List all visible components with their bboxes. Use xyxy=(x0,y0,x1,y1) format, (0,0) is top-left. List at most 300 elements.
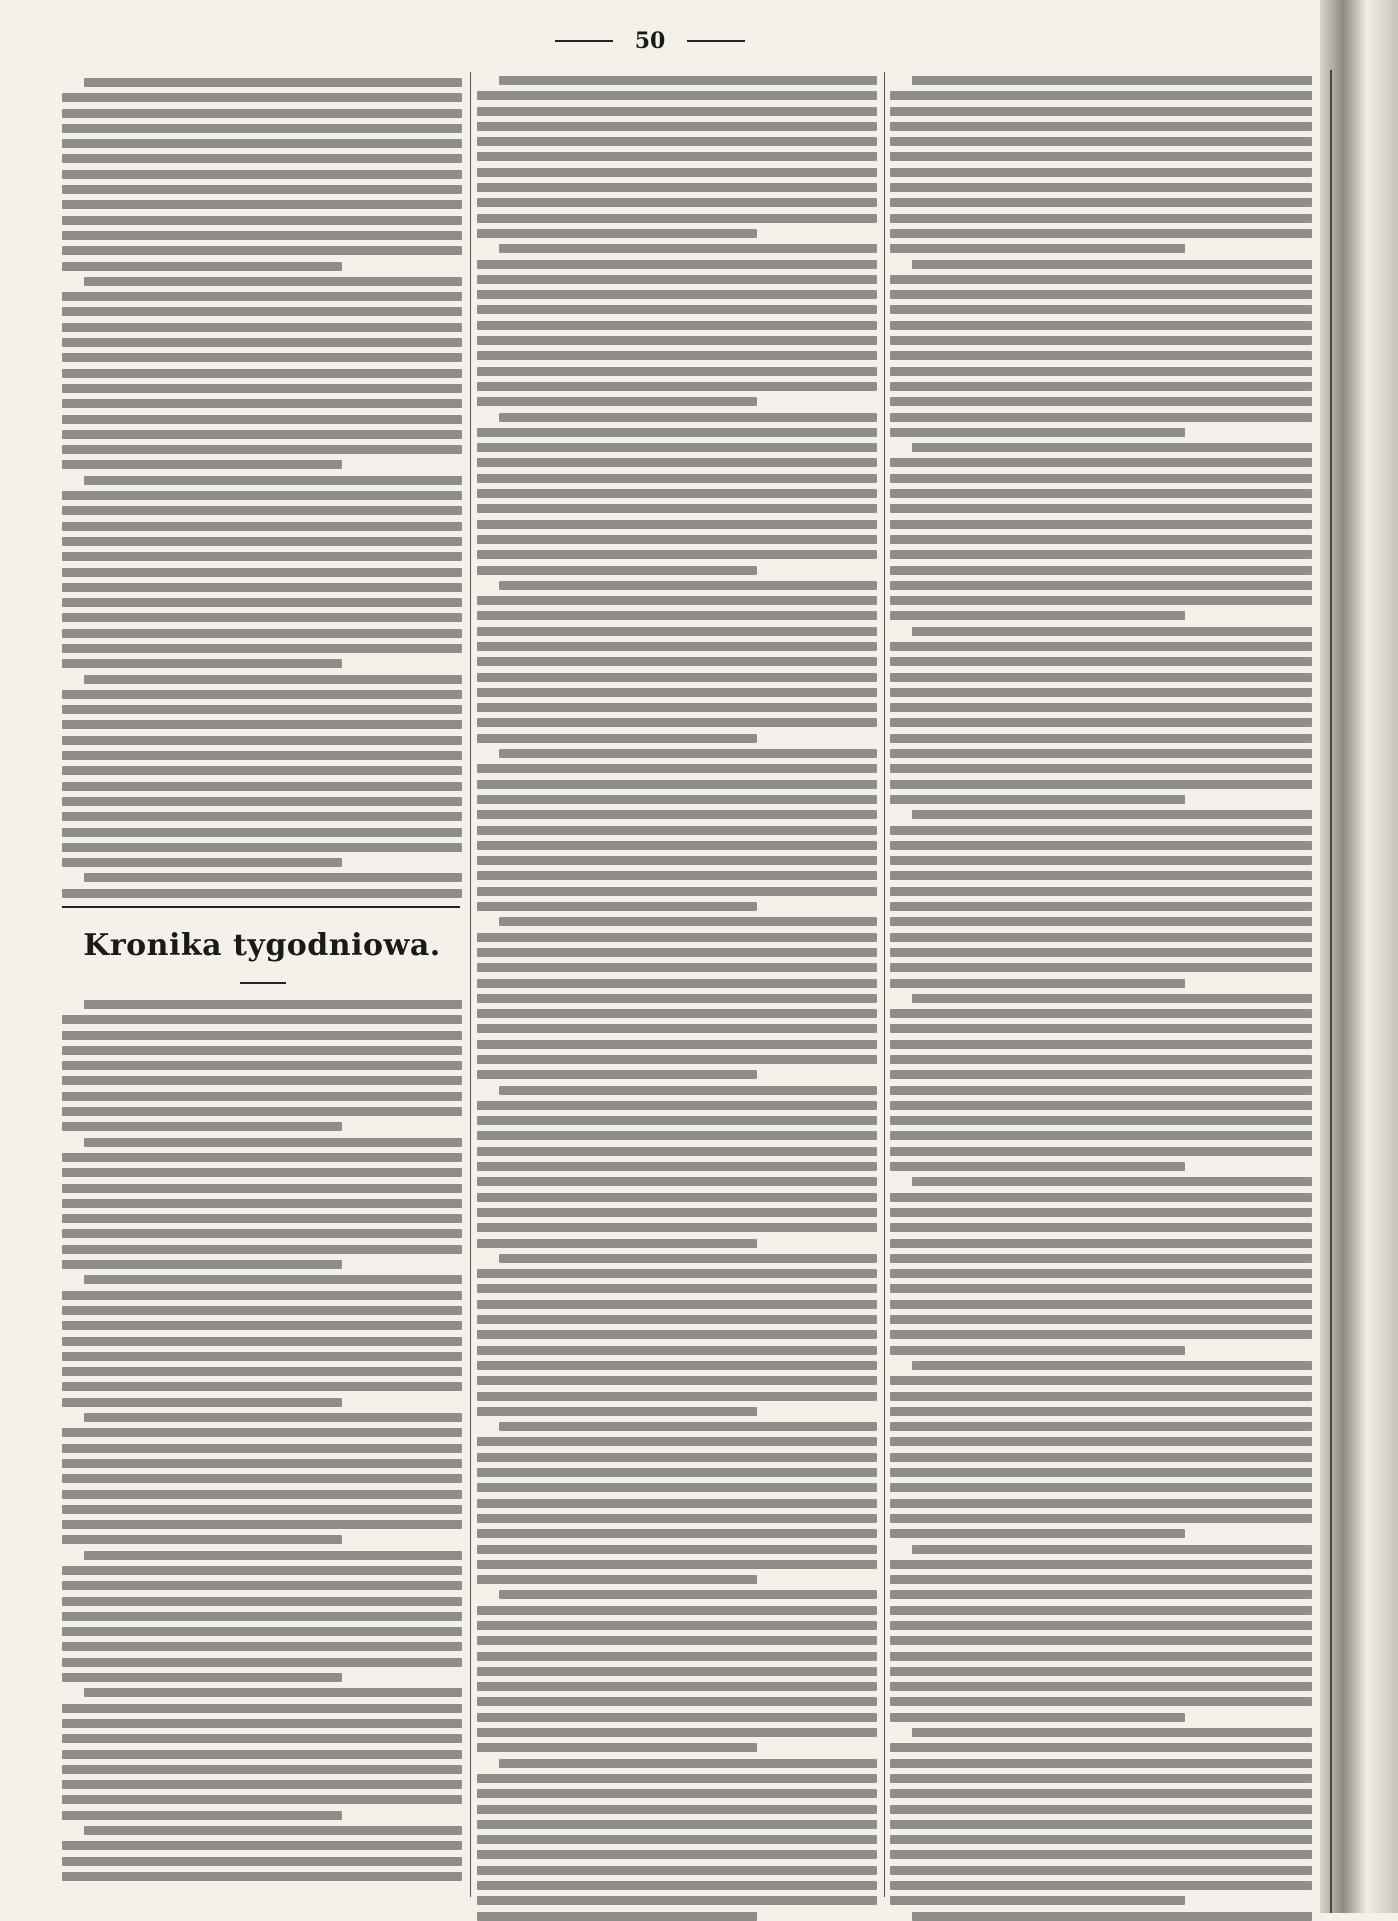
text-line xyxy=(62,1184,462,1193)
text-line xyxy=(890,780,1312,789)
text-line xyxy=(477,718,877,727)
text-line xyxy=(890,1789,1312,1798)
text-line xyxy=(477,1713,877,1722)
text-line xyxy=(890,1606,1312,1615)
text-line xyxy=(62,1750,462,1759)
text-line xyxy=(62,231,462,240)
text-line xyxy=(890,734,1312,743)
text-line xyxy=(84,873,462,882)
text-line xyxy=(890,581,1312,590)
text-line xyxy=(890,1116,1312,1125)
text-line xyxy=(62,1291,462,1300)
text-line xyxy=(477,504,877,513)
text-line xyxy=(477,474,877,483)
text-line xyxy=(890,1101,1312,1110)
text-line xyxy=(477,1896,877,1905)
text-line xyxy=(477,260,877,269)
section-divider xyxy=(62,906,460,908)
text-line xyxy=(890,1392,1312,1401)
text-line xyxy=(499,1086,877,1095)
text-line xyxy=(62,262,342,271)
text-line xyxy=(477,1483,877,1492)
text-line xyxy=(62,353,462,362)
text-line xyxy=(912,1545,1312,1554)
text-line xyxy=(890,979,1185,988)
text-line xyxy=(62,1337,462,1346)
text-line xyxy=(912,1361,1312,1370)
text-line xyxy=(62,1704,462,1713)
text-line xyxy=(890,321,1312,330)
text-line xyxy=(477,1728,877,1737)
text-line xyxy=(62,154,462,163)
text-line xyxy=(890,244,1185,253)
text-line xyxy=(477,673,877,682)
text-line xyxy=(477,1652,877,1661)
text-line xyxy=(477,627,877,636)
text-line xyxy=(477,168,877,177)
text-line xyxy=(62,1444,462,1453)
text-line xyxy=(62,751,462,760)
text-line xyxy=(62,460,342,469)
text-line xyxy=(62,1597,462,1606)
text-line xyxy=(62,1765,462,1774)
text-line xyxy=(62,216,462,225)
text-line xyxy=(890,428,1185,437)
text-line xyxy=(890,749,1312,758)
text-line xyxy=(62,246,462,255)
article-column-3 xyxy=(890,76,1312,1921)
text-line xyxy=(477,229,757,238)
text-line xyxy=(890,152,1312,161)
text-line xyxy=(890,107,1312,116)
text-line xyxy=(890,1300,1312,1309)
text-line xyxy=(499,76,877,85)
text-line xyxy=(477,657,877,666)
text-line xyxy=(890,1376,1312,1385)
text-line xyxy=(890,566,1312,575)
text-line xyxy=(890,367,1312,376)
text-line xyxy=(890,1896,1185,1905)
text-line xyxy=(477,1055,877,1064)
text-line xyxy=(499,244,877,253)
header-rule-left xyxy=(555,40,613,42)
text-line xyxy=(477,183,877,192)
text-line xyxy=(84,476,462,485)
text-line xyxy=(890,489,1312,498)
text-line xyxy=(62,598,462,607)
text-line xyxy=(477,122,877,131)
text-line xyxy=(890,871,1312,880)
text-line xyxy=(890,1453,1312,1462)
text-line xyxy=(890,1284,1312,1293)
text-line xyxy=(477,1116,877,1125)
text-line xyxy=(62,1642,462,1651)
text-line xyxy=(62,828,462,837)
text-line xyxy=(890,1590,1312,1599)
text-line xyxy=(477,382,877,391)
text-line xyxy=(62,552,462,561)
text-line xyxy=(890,1040,1312,1049)
text-line xyxy=(62,1474,462,1483)
text-line xyxy=(477,1239,757,1248)
text-line xyxy=(477,1667,877,1676)
text-line xyxy=(477,1024,877,1033)
text-line xyxy=(62,690,462,699)
text-line xyxy=(477,1300,877,1309)
text-line xyxy=(62,1490,462,1499)
text-line xyxy=(477,1835,877,1844)
text-line xyxy=(62,307,462,316)
text-line xyxy=(84,1000,462,1009)
text-line xyxy=(912,1728,1312,1737)
text-line xyxy=(477,1131,877,1140)
text-line xyxy=(62,1306,462,1315)
text-line xyxy=(62,506,462,515)
text-line xyxy=(62,1795,462,1804)
text-line xyxy=(890,963,1312,972)
text-line xyxy=(890,275,1312,284)
text-line xyxy=(62,1612,462,1621)
text-line xyxy=(912,443,1312,452)
text-line xyxy=(477,566,757,575)
text-line xyxy=(62,1520,462,1529)
text-line xyxy=(477,795,877,804)
text-line xyxy=(62,843,462,852)
text-line xyxy=(62,1627,462,1636)
text-line xyxy=(477,933,877,942)
text-line xyxy=(62,568,462,577)
text-line xyxy=(477,1682,877,1691)
text-line xyxy=(62,1535,342,1544)
text-line xyxy=(477,826,877,835)
text-line xyxy=(477,1621,877,1630)
text-line xyxy=(890,1575,1312,1584)
text-line xyxy=(499,1422,877,1431)
text-line xyxy=(477,1437,877,1446)
text-line xyxy=(62,1122,342,1131)
text-line xyxy=(890,948,1312,957)
text-line xyxy=(890,1223,1312,1232)
text-line xyxy=(62,1673,342,1682)
text-line xyxy=(477,1009,877,1018)
text-line xyxy=(477,1208,877,1217)
text-line xyxy=(62,200,462,209)
text-line xyxy=(477,948,877,957)
text-line xyxy=(890,1193,1312,1202)
text-line xyxy=(62,537,462,546)
text-line xyxy=(62,384,462,393)
text-line xyxy=(477,428,877,437)
text-line xyxy=(62,889,462,898)
text-line xyxy=(62,1107,462,1116)
text-line xyxy=(62,1031,462,1040)
text-line xyxy=(477,611,877,620)
text-line xyxy=(62,1061,462,1070)
text-line xyxy=(477,1101,877,1110)
text-line xyxy=(890,1774,1312,1783)
text-line xyxy=(62,170,462,179)
text-line xyxy=(477,688,877,697)
text-line xyxy=(890,1162,1185,1171)
text-line xyxy=(890,1483,1312,1492)
text-line xyxy=(477,1284,877,1293)
text-line xyxy=(62,705,462,714)
text-line xyxy=(890,397,1312,406)
text-line xyxy=(477,963,877,972)
text-line xyxy=(477,321,877,330)
text-line xyxy=(84,1275,462,1284)
text-line xyxy=(890,596,1312,605)
text-line xyxy=(890,336,1312,345)
text-line xyxy=(890,1697,1312,1706)
text-line xyxy=(477,107,877,116)
text-line xyxy=(890,229,1312,238)
text-line xyxy=(890,1652,1312,1661)
text-line xyxy=(477,198,877,207)
text-line xyxy=(890,1086,1312,1095)
text-line xyxy=(62,782,462,791)
text-line xyxy=(62,1321,462,1330)
text-line xyxy=(890,1820,1312,1829)
text-line xyxy=(477,1529,877,1538)
page-edge-rule xyxy=(1330,70,1332,1913)
text-line xyxy=(62,1841,462,1850)
text-line xyxy=(890,1437,1312,1446)
text-line xyxy=(477,1743,757,1752)
text-line xyxy=(477,1315,877,1324)
text-line xyxy=(890,657,1312,666)
text-line xyxy=(890,917,1312,926)
text-line xyxy=(890,856,1312,865)
text-line xyxy=(890,1070,1312,1079)
text-line xyxy=(62,1260,342,1269)
article-column-1-lower xyxy=(62,1000,462,1881)
text-line xyxy=(890,1147,1312,1156)
text-line xyxy=(890,1254,1312,1263)
page-header xyxy=(0,28,1300,54)
text-line xyxy=(62,583,462,592)
text-line xyxy=(477,1070,757,1079)
text-line xyxy=(890,290,1312,299)
text-line xyxy=(477,1789,877,1798)
text-line xyxy=(62,1076,462,1085)
text-line xyxy=(477,367,877,376)
text-line xyxy=(499,1254,877,1263)
text-line xyxy=(477,1361,877,1370)
text-line xyxy=(62,1245,462,1254)
text-line xyxy=(62,766,462,775)
text-line xyxy=(477,305,877,314)
text-line xyxy=(62,1229,462,1238)
text-line xyxy=(890,1743,1312,1752)
text-line xyxy=(62,1505,462,1514)
text-line xyxy=(62,1015,462,1024)
text-line xyxy=(477,1606,877,1615)
text-line xyxy=(62,1811,342,1820)
text-line xyxy=(477,1162,877,1171)
text-line xyxy=(890,183,1312,192)
text-line xyxy=(890,1422,1312,1431)
text-line xyxy=(477,642,877,651)
text-line xyxy=(62,445,462,454)
text-line xyxy=(890,841,1312,850)
text-line xyxy=(477,290,877,299)
text-line xyxy=(62,124,462,133)
text-line xyxy=(477,856,877,865)
text-line xyxy=(477,902,757,911)
text-line xyxy=(890,1529,1185,1538)
text-line xyxy=(62,629,462,638)
text-line xyxy=(477,520,877,529)
text-line xyxy=(477,550,877,559)
text-line xyxy=(890,1009,1312,1018)
text-line xyxy=(912,810,1312,819)
text-line xyxy=(477,979,877,988)
text-line xyxy=(477,336,877,345)
text-line xyxy=(890,642,1312,651)
text-line xyxy=(477,1376,877,1385)
text-line xyxy=(890,1208,1312,1217)
text-line xyxy=(890,535,1312,544)
text-line xyxy=(890,673,1312,682)
text-line xyxy=(62,109,462,118)
text-line xyxy=(62,139,462,148)
text-line xyxy=(890,902,1312,911)
text-line xyxy=(890,458,1312,467)
text-line xyxy=(477,1468,877,1477)
text-line xyxy=(890,550,1312,559)
text-line xyxy=(62,292,462,301)
text-line xyxy=(890,933,1312,942)
text-line xyxy=(477,137,877,146)
text-line xyxy=(890,1850,1312,1859)
text-line xyxy=(477,214,877,223)
text-line xyxy=(477,1881,877,1890)
text-line xyxy=(890,1514,1312,1523)
text-line xyxy=(477,1805,877,1814)
text-line xyxy=(890,1881,1312,1890)
text-line xyxy=(477,1560,877,1569)
text-line xyxy=(477,1545,877,1554)
text-line xyxy=(62,797,462,806)
text-line xyxy=(62,644,462,653)
text-line xyxy=(477,1040,877,1049)
text-line xyxy=(890,826,1312,835)
text-line xyxy=(477,1392,877,1401)
text-line xyxy=(62,1857,462,1866)
text-line xyxy=(477,1177,877,1186)
text-line xyxy=(890,1468,1312,1477)
text-line xyxy=(477,1407,757,1416)
text-line xyxy=(477,994,877,1003)
text-line xyxy=(890,1621,1312,1630)
text-line xyxy=(890,214,1312,223)
text-line xyxy=(890,764,1312,773)
text-line xyxy=(62,1168,462,1177)
text-line xyxy=(477,780,877,789)
text-line xyxy=(890,688,1312,697)
text-line xyxy=(890,413,1312,422)
text-line xyxy=(477,1575,757,1584)
text-line xyxy=(62,1092,462,1101)
text-line xyxy=(477,1147,877,1156)
text-line xyxy=(890,122,1312,131)
text-line xyxy=(890,1330,1312,1339)
text-line xyxy=(62,415,462,424)
text-line xyxy=(477,1866,877,1875)
text-line xyxy=(890,520,1312,529)
text-line xyxy=(890,718,1312,727)
text-line xyxy=(84,78,462,87)
text-line xyxy=(84,1826,462,1835)
text-line xyxy=(912,76,1312,85)
text-line xyxy=(890,1835,1312,1844)
text-line xyxy=(890,1499,1312,1508)
text-line xyxy=(477,535,877,544)
text-line xyxy=(890,1805,1312,1814)
text-line xyxy=(62,323,462,332)
text-line xyxy=(890,1636,1312,1645)
text-line xyxy=(890,1269,1312,1278)
text-line xyxy=(62,1566,462,1575)
text-line xyxy=(62,1352,462,1361)
text-line xyxy=(62,736,462,745)
text-line xyxy=(890,168,1312,177)
text-line xyxy=(499,749,877,758)
text-line xyxy=(477,443,877,452)
text-line xyxy=(477,152,877,161)
text-line xyxy=(477,887,877,896)
text-line xyxy=(62,1428,462,1437)
text-line xyxy=(890,1239,1312,1248)
text-line xyxy=(62,1214,462,1223)
text-line xyxy=(62,1459,462,1468)
text-line xyxy=(912,260,1312,269)
article-column-2 xyxy=(477,76,877,1921)
text-line xyxy=(890,137,1312,146)
text-line xyxy=(62,1153,462,1162)
page-number: 50 xyxy=(634,28,666,54)
text-line xyxy=(890,1407,1312,1416)
text-line xyxy=(477,764,877,773)
column-divider-1 xyxy=(470,72,471,1897)
text-line xyxy=(890,1315,1312,1324)
text-line xyxy=(890,351,1312,360)
text-line xyxy=(890,1667,1312,1676)
text-line xyxy=(890,1024,1312,1033)
text-line xyxy=(62,430,462,439)
text-line xyxy=(477,734,757,743)
text-line xyxy=(62,812,462,821)
column-divider-2 xyxy=(884,72,885,1897)
text-line xyxy=(477,1269,877,1278)
text-line xyxy=(499,1590,877,1599)
text-line xyxy=(890,1866,1312,1875)
text-line xyxy=(890,1560,1312,1569)
text-line xyxy=(62,1398,342,1407)
text-line xyxy=(477,275,877,284)
text-line xyxy=(477,703,877,712)
text-line xyxy=(477,489,877,498)
text-line xyxy=(477,1514,877,1523)
text-line xyxy=(890,305,1312,314)
text-line xyxy=(890,887,1312,896)
text-line xyxy=(499,413,877,422)
section-title-rule xyxy=(240,982,286,984)
text-line xyxy=(477,1223,877,1232)
text-line xyxy=(890,703,1312,712)
text-line xyxy=(890,474,1312,483)
